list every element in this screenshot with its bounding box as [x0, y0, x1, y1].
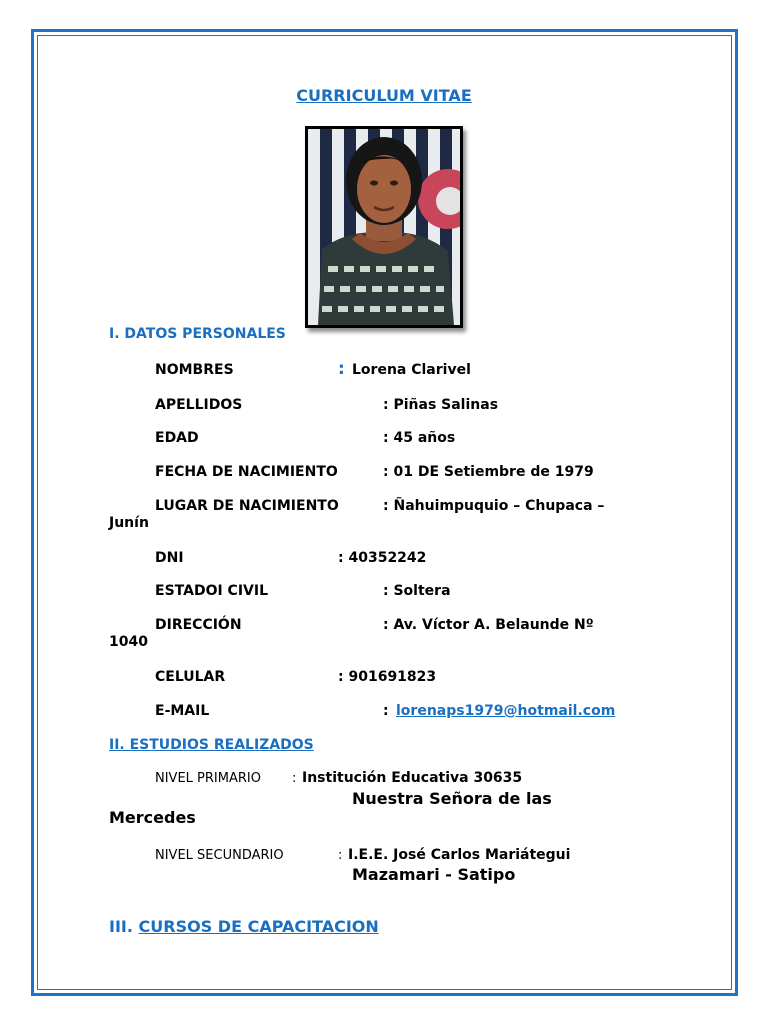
fecha-nacimiento-label: FECHA DE NACIMIENTO [155, 464, 338, 480]
nivel-primario-line2: Nuestra Señora de las [352, 789, 552, 808]
section-datos-personales: I. DATOS PERSONALES [109, 326, 286, 342]
nivel-primario-line3: Mercedes [109, 808, 196, 827]
nivel-secundario-colon: : [338, 848, 343, 863]
direccion-cont: 1040 [109, 634, 148, 650]
edad-value: : 45 años [383, 430, 456, 446]
email-link[interactable]: lorenaps1979@hotmail.com [396, 703, 616, 719]
edad-label: EDAD [155, 430, 199, 446]
nombres-value: Lorena Clarivel [352, 362, 471, 378]
nombres-colon: : [338, 359, 345, 379]
section-cursos-number: III. [109, 917, 133, 936]
email-colon: : [383, 703, 389, 719]
estado-civil-label: ESTADOI CIVIL [155, 583, 268, 599]
section-cursos-title: CURSOS DE CAPACITACION [138, 917, 379, 936]
nivel-primario-line1: Institución Educativa 30635 [302, 770, 523, 786]
estado-civil-value: : Soltera [383, 583, 451, 599]
nivel-primario-colon: : [292, 771, 297, 786]
apellidos-label: APELLIDOS [155, 397, 243, 413]
lugar-nacimiento-label: LUGAR DE NACIMIENTO [155, 498, 339, 514]
nombres-label: NOMBRES [155, 362, 234, 378]
nivel-primario-label: NIVEL PRIMARIO [155, 771, 261, 786]
dni-value: : 40352242 [338, 550, 427, 566]
apellidos-value: : Piñas Salinas [383, 397, 499, 413]
nivel-secundario-label: NIVEL SECUNDARIO [155, 848, 284, 863]
direccion-value: : Av. Víctor A. Belaunde Nº [383, 617, 594, 633]
section-estudios-realizados: II. ESTUDIOS REALIZADOS [109, 737, 314, 753]
email-label: E-MAIL [155, 703, 210, 719]
nivel-secundario-line1: I.E.E. José Carlos Mariátegui [348, 847, 571, 863]
lugar-nacimiento-cont: Junín [109, 515, 149, 531]
celular-label: CELULAR [155, 669, 226, 685]
dni-label: DNI [155, 550, 184, 566]
lugar-nacimiento-value: : Ñahuimpuquio – Chupaca – [383, 498, 605, 514]
page-title: CURRICULUM VITAE [296, 86, 472, 105]
profile-photo-graphic [308, 129, 460, 325]
section-cursos-capacitacion [109, 917, 379, 936]
celular-value: : 901691823 [338, 669, 437, 685]
nivel-secundario-line2: Mazamari - Satipo [352, 865, 516, 884]
profile-photo [305, 126, 463, 328]
direccion-label: DIRECCIÓN [155, 617, 242, 633]
fecha-nacimiento-value: : 01 DE Setiembre de 1979 [383, 464, 594, 480]
